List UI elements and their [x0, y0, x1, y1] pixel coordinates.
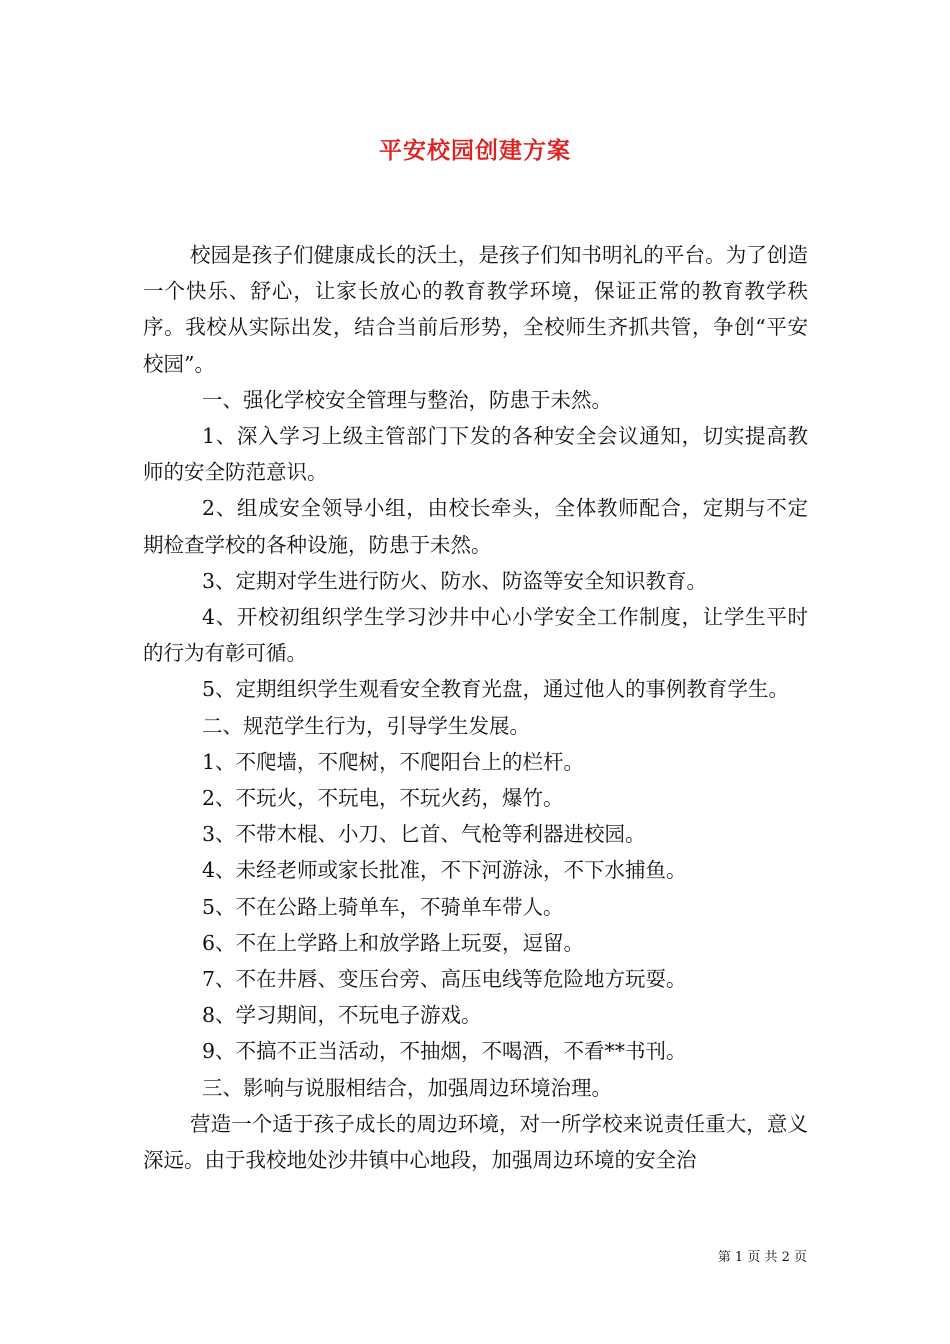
- document-body: [143, 237, 808, 1178]
- document-title: 平安校园创建方案: [379, 137, 571, 164]
- list-item: 6、不在上学路上和放学路上玩耍，逗留。: [202, 930, 585, 955]
- list-item: 9、不搞不正当活动，不抽烟，不喝酒，不看**书刊。: [202, 1039, 687, 1064]
- list-item: 2、不玩火，不玩电，不玩火药，爆竹。: [202, 786, 564, 811]
- list-item: 7、不在井唇、变压台旁、高压电线等危险地方玩耍。: [202, 967, 687, 992]
- list-item: 1、深入学习上级主管部门下发的各种安全会议通知，切实提高教师的安全防范意识。: [143, 424, 808, 485]
- page-number: 第 1 页 共 2 页: [717, 1250, 807, 1265]
- paragraph: 营造一个适于孩子成长的周边环境，对一所学校来说责任重大，意义深远。由于我校地处沙井镇中心地段，加强周边环境的安全治: [143, 1111, 808, 1173]
- section-heading: 二、规范学生行为，引导学生发展。: [202, 713, 530, 738]
- list-item: 4、开校初组织学生学习沙井中心小学安全工作制度，让学生平时的行为有彰可循。: [143, 605, 808, 666]
- list-item: 5、不在公路上骑单车，不骑单车带人。: [202, 894, 564, 919]
- list-item: 2、组成安全领导小组，由校长牵头，全体教师配合，定期与不定期检查学校的各种设施，防患于未然。: [143, 496, 808, 557]
- section-heading: 三、影响与说服相结合，加强周边环境治理。: [202, 1075, 612, 1100]
- list-item: 3、不带木棍、小刀、匕首、气枪等利器进校园。: [202, 822, 646, 847]
- list-item: 8、学习期间，不玩电子游戏。: [202, 1003, 482, 1028]
- section-heading: 一、强化学校安全管理与整治，防患于未然。: [202, 387, 612, 412]
- list-item: 3、定期对学生进行防火、防水、防盗等安全知识教育。: [202, 568, 708, 593]
- list-item: 1、不爬墙，不爬树，不爬阳台上的栏杆。: [202, 749, 585, 774]
- list-item: 4、未经老师或家长批准，不下河游泳，不下水捕鱼。: [202, 858, 687, 883]
- list-item: 5、定期组织学生观看安全教育光盘，通过他人的事例教育学生。: [202, 677, 790, 702]
- paragraph: 校园是孩子们健康成长的沃土，是孩子们知书明礼的平台。为了创造一个快乐、舒心，让家长放心的教育教学环境，保证正常的教育教学秩序。我校从实际出发，结合当前后形势，全校师生齐抓共管，争创“平安校园”。: [143, 243, 808, 376]
